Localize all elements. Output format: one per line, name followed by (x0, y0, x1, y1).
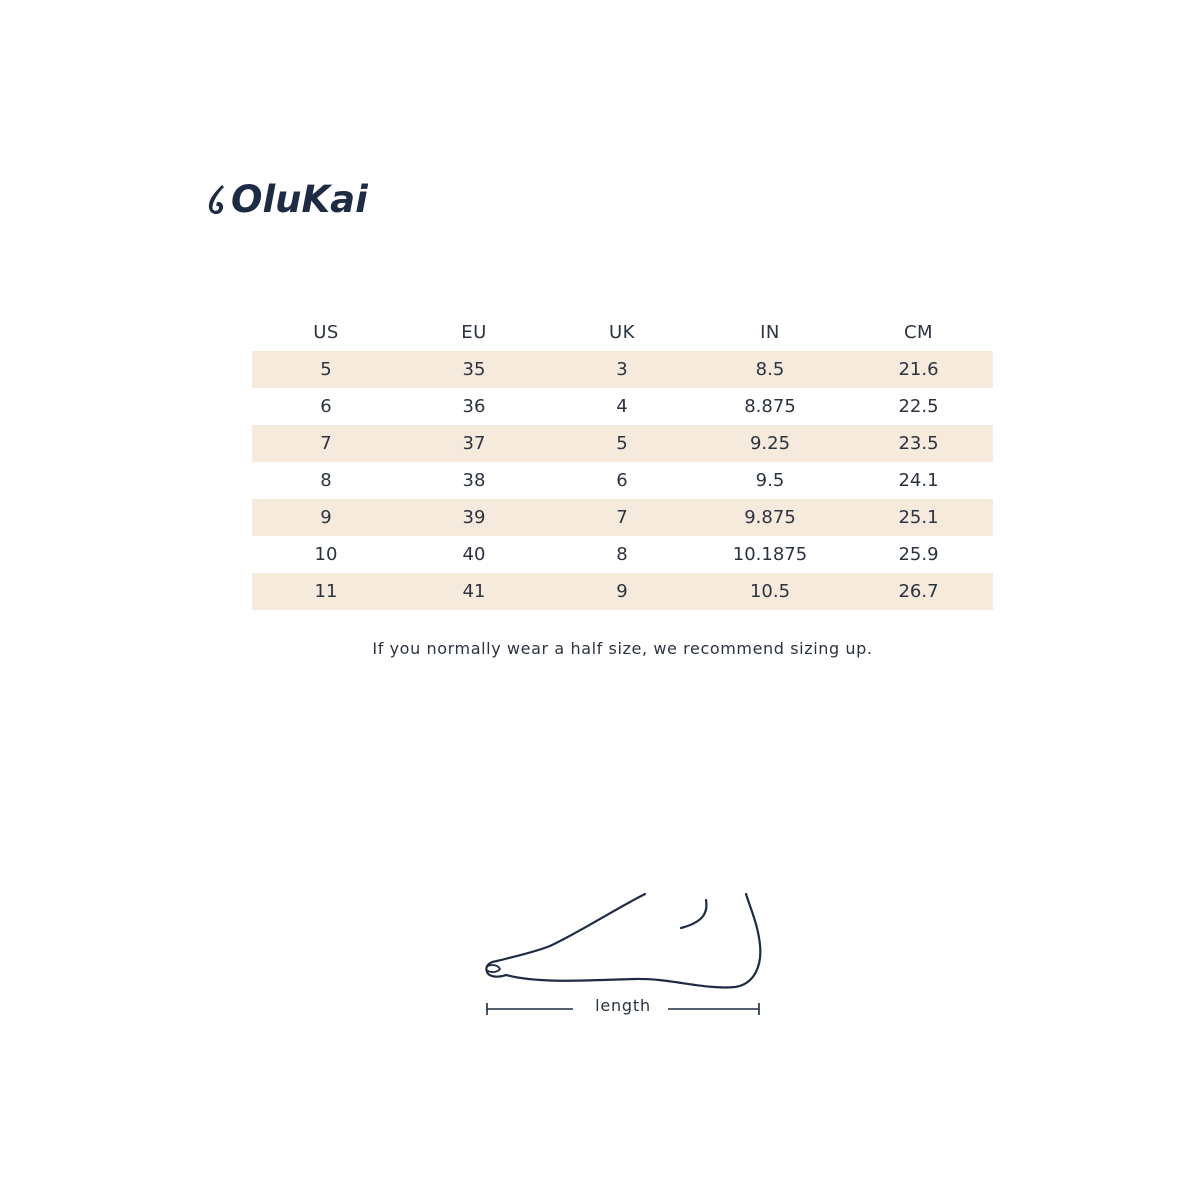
cell-us: 10 (314, 544, 338, 565)
table-row (252, 351, 993, 388)
cell-eu: 38 (462, 470, 486, 491)
length-label: length (595, 996, 651, 1015)
cell-uk: 5 (548, 425, 696, 462)
fishhook-logo-icon (205, 183, 229, 217)
column-header-eu: EU (461, 322, 487, 343)
cell-uk: 8 (616, 544, 628, 565)
table-row (252, 573, 993, 610)
sizing-note: If you normally wear a half size, we recommend sizing up. (372, 639, 873, 658)
cell-eu: 35 (400, 351, 548, 388)
cell-us: 11 (252, 573, 400, 610)
column-header-cm: CM (903, 322, 934, 343)
column-header-us: US (313, 322, 339, 343)
cell-cm: 25.9 (898, 544, 939, 565)
table-row (252, 462, 993, 499)
cell-us: 6 (320, 396, 332, 417)
cell-eu: 36 (462, 396, 486, 417)
cell-uk: 7 (548, 499, 696, 536)
cell-uk: 3 (548, 351, 696, 388)
cell-in: 8.875 (744, 396, 796, 417)
table-row (252, 425, 993, 462)
cell-in: 8.5 (696, 351, 844, 388)
cell-eu: 41 (400, 573, 548, 610)
table-row (252, 388, 993, 425)
cell-cm: 22.5 (898, 396, 939, 417)
cell-in: 10.5 (696, 573, 844, 610)
cell-us: 5 (252, 351, 400, 388)
brand-name: OluKai (231, 178, 368, 221)
cell-cm: 24.1 (898, 470, 939, 491)
cell-cm: 23.5 (844, 425, 993, 462)
table-header-row (252, 314, 993, 351)
cell-in: 9.25 (696, 425, 844, 462)
cell-cm: 26.7 (844, 573, 993, 610)
column-header-uk: UK (609, 322, 635, 343)
cell-in: 9.875 (696, 499, 844, 536)
brand-logo (205, 178, 368, 222)
table-row (252, 536, 993, 573)
size-chart-table (252, 314, 993, 610)
cell-cm: 21.6 (844, 351, 993, 388)
cell-uk: 6 (616, 470, 628, 491)
cell-eu: 40 (462, 544, 486, 565)
column-header-in: IN (760, 322, 780, 343)
cell-eu: 37 (400, 425, 548, 462)
cell-us: 7 (252, 425, 400, 462)
cell-us: 8 (320, 470, 332, 491)
cell-uk: 4 (616, 396, 628, 417)
cell-eu: 39 (400, 499, 548, 536)
table-row (252, 499, 993, 536)
cell-us: 9 (252, 499, 400, 536)
cell-cm: 25.1 (844, 499, 993, 536)
cell-in: 9.5 (755, 470, 785, 491)
cell-in: 10.1875 (732, 544, 808, 565)
cell-uk: 9 (548, 573, 696, 610)
